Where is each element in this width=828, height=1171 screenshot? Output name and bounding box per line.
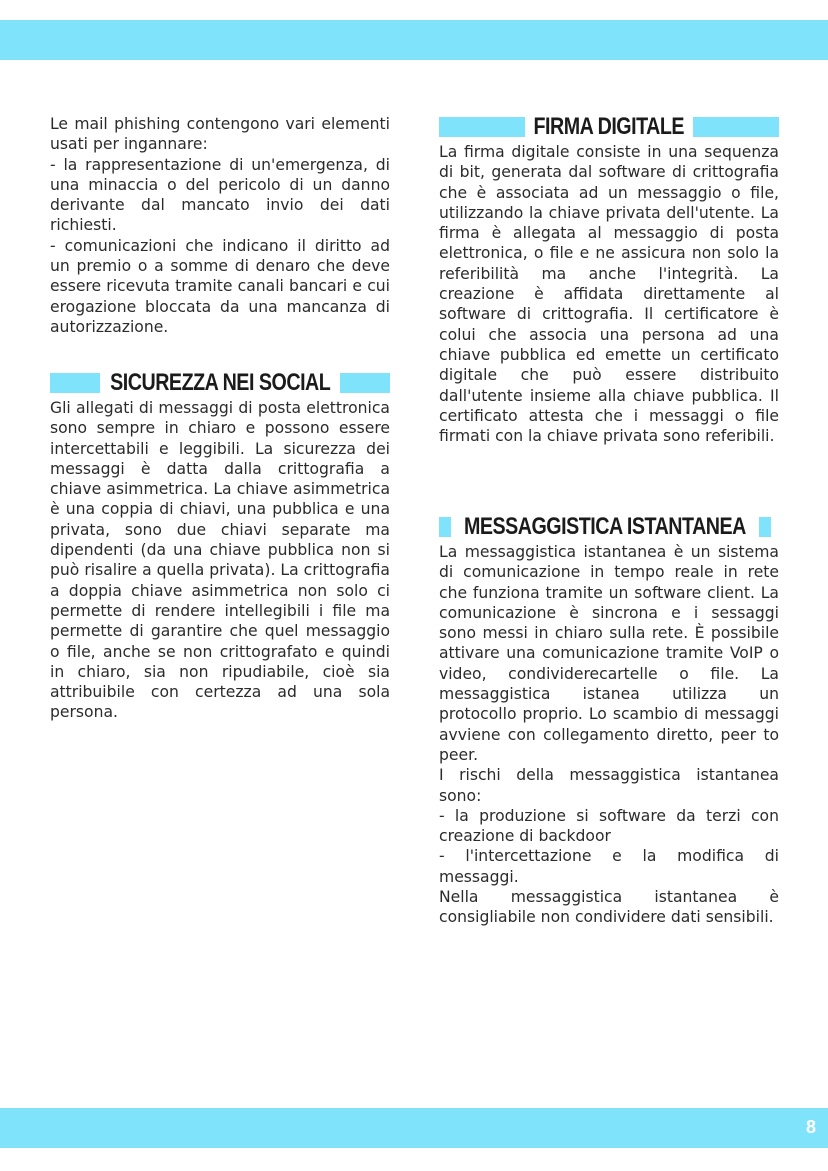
page-number: 8 xyxy=(805,1117,816,1137)
heading-title-firma: FIRMA DIGITALE xyxy=(533,113,685,140)
heading-bar-right xyxy=(340,373,390,393)
heading-title-sicurezza: SICUREZZA NEI SOCIAL xyxy=(109,369,331,396)
intro-paragraph-2: - la rappresentazione di un'emergenza, di una minaccia o del pericolo di un danno derivante dal mancato invio dei dati richiesti. xyxy=(50,155,390,235)
section-messaggistica-istantanea xyxy=(439,514,779,928)
heading-bar-left xyxy=(439,117,525,137)
section-sicurezza-social xyxy=(50,370,390,723)
section-heading-sicurezza xyxy=(50,370,390,396)
left-column-intro xyxy=(50,114,390,337)
heading-bar-right xyxy=(693,117,779,137)
intro-paragraph-1: Le mail phishing contengono vari elementi usati per ingannare: xyxy=(50,115,390,154)
messaggistica-paragraph-1: La messaggistica istantanea è un sistema di comunicazione in tempo reale in rete che funziona tramite un software client. La comunicazione è sincrona e i sessaggi sono messi in chiaro sulla rete. È possibile attivare una comunicazione tramite VoIP o video, condividerecartelle o file. La messaggistica istanea utilizza un protocollo proprio. Lo scambio di messaggi avviene con collegamento diretto, peer to peer. xyxy=(439,543,779,764)
heading-title-messaggistica: MESSAGGISTICA ISTANTANEA xyxy=(463,513,746,540)
intro-paragraph-3: - comunicazioni che indicano il diritto ad un premio o a somme di denaro che deve essere ricevuta tramite canali bancari e cui erogazione bloccata da una mancanza di autorizzazione. xyxy=(50,236,390,336)
heading-bar-left xyxy=(439,517,451,537)
messaggistica-paragraph-4: - l'intercettazione e la modifica di messaggi. xyxy=(439,847,779,886)
heading-bar-right xyxy=(759,517,771,537)
messaggistica-paragraph-5: Nella messaggistica istantanea è consigliabile non condividere dati sensibili. xyxy=(439,888,779,927)
bottom-band xyxy=(0,1108,828,1148)
section-heading-firma xyxy=(439,114,779,140)
section-firma-digitale xyxy=(439,114,779,446)
section-heading-messaggistica xyxy=(439,514,779,540)
messaggistica-paragraph-3: - la produzione si software da terzi con creazione di backdoor xyxy=(439,806,779,846)
firma-body: La firma digitale consiste in una sequenza di bit, generata dal software di crittografia che è associata ad un messaggio o file, utilizzando la chiave privata dell'utente. La firma è allegata al messaggio di posta elettronica, o file e ne assicura non solo la referibilità ma anche l'integrità. La creazione è affidata direttamente al software di crittografia. Il certificatore è colui che associa una persona ad una chiave pubblica ed emette un certificato digitale che può essere distribuito dall'utente insieme alla chiave pubblica. Il certificato attesta che i messaggi o file firmati con la chiave privata sono referibili. xyxy=(439,143,779,446)
messaggistica-paragraph-2: I rischi della messaggistica istantanea sono: xyxy=(439,766,779,805)
heading-bar-left xyxy=(50,373,100,393)
sicurezza-body: Gli allegati di messaggi di posta elettronica sono sempre in chiaro e possono essere intercettabili e leggibili. La sicurezza dei messaggi è datta dalla crittografia a chiave asimmetrica. La chiave asimmetrica è una coppia di chiavi, una pubblica e una privata, sono due chiavi separate ma dipendenti (da una chiave pubblica non si può risalire a quella privata). La crittografia a doppia chiave asimmetrica non solo ci permette di rendere intellegibili i file ma permette di garantire che quel messaggio o file, anche se non crittografato e quindi in chiaro, sia non ripudiabile, cioè sia attribuibile con certezza ad una sola persona. xyxy=(50,399,390,722)
top-band xyxy=(0,20,828,60)
